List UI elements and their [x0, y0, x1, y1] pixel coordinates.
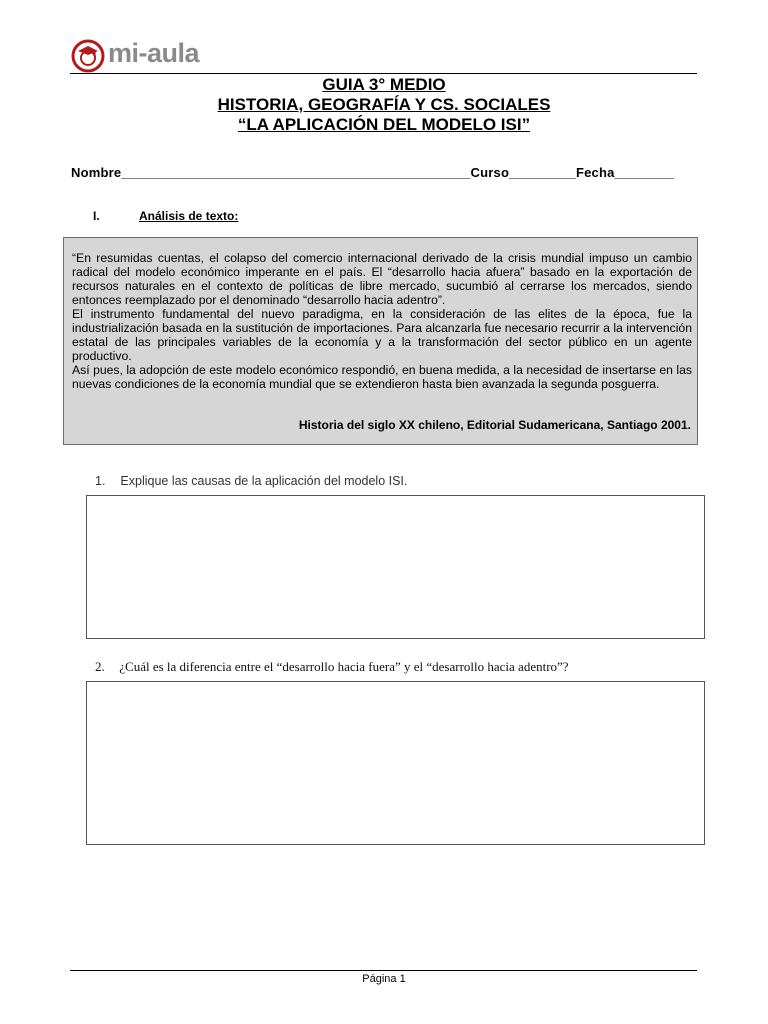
question-2 [95, 659, 569, 675]
answer-box-2[interactable] [86, 681, 705, 845]
excerpt-paragraph: “En resumidas cuentas, el colapso del comercio internacional derivado de la crisis mundial impuso un cambio radical del modelo económico imperante en el país. El “desarrollo hacia afuera” basado en la exportación de recursos naturales en el contexto de políticas de libre mercado, sucumbió al cerrarse los mercados, siendo entonces reemplazado por el denominado “desarrollo hacia adentro”. [72, 251, 692, 307]
excerpt-citation: Historia del siglo XX chileno, Editorial Sudamericana, Santiago 2001. [298, 418, 691, 432]
question-number: 2. [95, 659, 105, 674]
excerpt-paragraph: El instrumento fundamental del nuevo paradigma, en la consideración de las elites de la época, fue la industrialización basada en la sustitución de importaciones. Para alcanzarla fue necesario recurrir a la intervención estatal de las principales variables de la economía y a la transformación del sector público en un agente productivo. [72, 307, 692, 363]
section-title: Análisis de texto: [139, 209, 239, 223]
question-number: 1. [95, 474, 106, 488]
student-info-line[interactable]: Nombre_______________________________________________Curso_________Fecha________ [71, 165, 674, 180]
excerpt-text [72, 251, 692, 391]
footer-divider [70, 970, 697, 971]
logo-text: mi-aula [108, 38, 200, 68]
topic-title: “LA APLICACIÓN DEL MODELO ISI” [237, 115, 531, 134]
header-divider [70, 73, 697, 74]
question-text: ¿Cuál es la diferencia entre el “desarrollo hacia fuera” y el “desarrollo hacia adentro”? [119, 659, 569, 674]
page-number: Página 1 [362, 973, 406, 985]
subject-title: HISTORIA, GEOGRAFÍA Y CS. SOCIALES [217, 95, 551, 114]
excerpt-paragraph: Así pues, la adopción de este modelo económico respondió, en buena medida, a la necesidad de insertarse en las nuevas condiciones de la economía mundial que se extendieron hasta bien avanzada la segunda posguerra. [72, 363, 692, 391]
answer-box-1[interactable] [86, 495, 705, 639]
question-text: Explique las causas de la aplicación del modelo ISI. [120, 474, 408, 488]
text-excerpt-box [63, 237, 698, 445]
question-1 [95, 474, 407, 488]
guide-level-title: GUIA 3° MEDIO [322, 75, 446, 94]
mi-aula-logo [70, 38, 220, 74]
section-number: I. [93, 209, 100, 223]
